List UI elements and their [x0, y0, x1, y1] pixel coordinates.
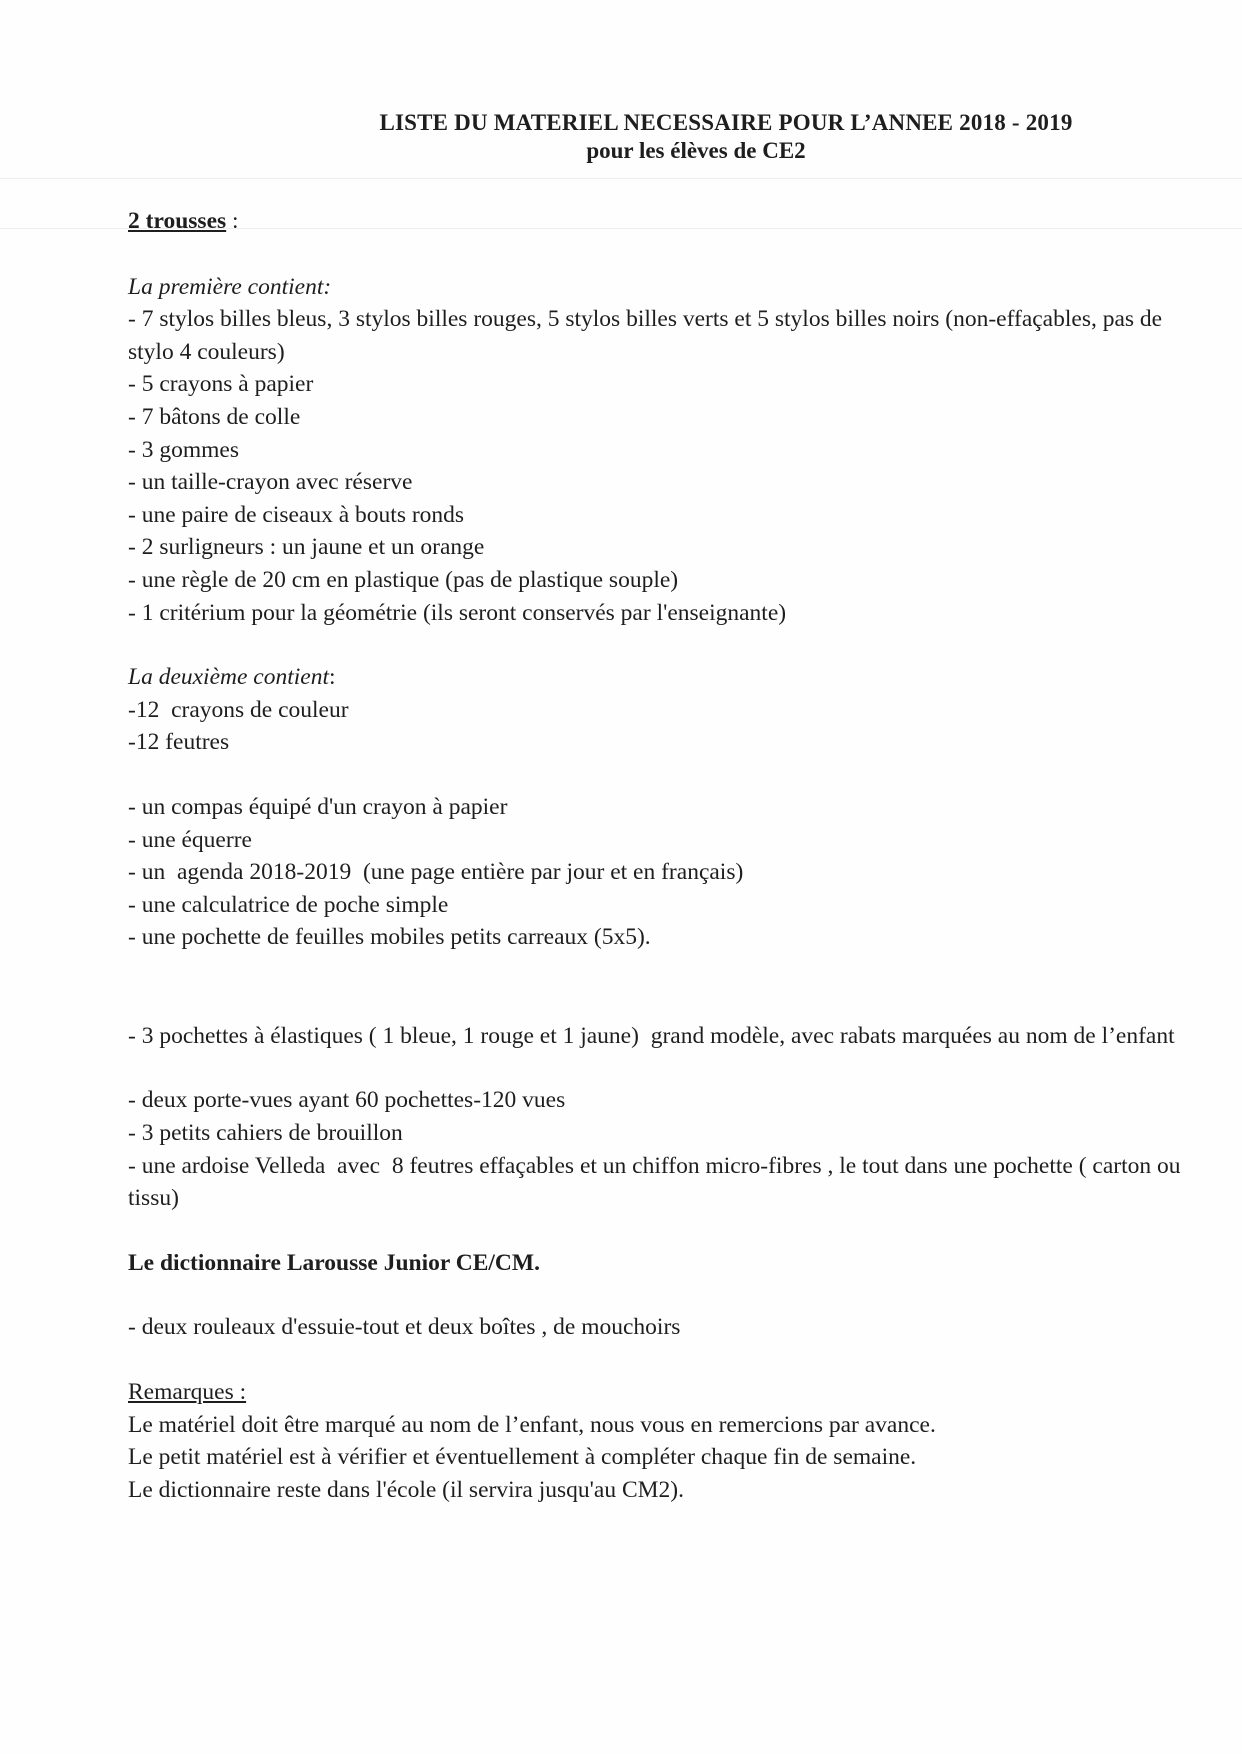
remark-line: Le petit matériel est à vérifier et éventuellement à compléter chaque fin de semaine. [128, 1444, 917, 1471]
list-item: - 7 stylos billes bleus, 3 stylos billes rouges, 5 stylos billes verts et 5 stylos billes noirs (non-effaçables, pas de stylo 4 couleurs) [128, 306, 1168, 365]
list-item: - une règle de 20 cm en plastique (pas de plastique souple) [128, 566, 679, 593]
remark-line: Le dictionnaire reste dans l'école (il servira jusqu'au CM2). [128, 1476, 684, 1503]
list-item: - 2 surligneurs : un jaune et un orange [128, 534, 485, 561]
second-pouch-list [128, 694, 1208, 759]
list-item: - 3 petits cahiers de brouillon [128, 1120, 403, 1147]
scan-artifact-line [0, 178, 1242, 179]
pochettes-item: - 3 pochettes à élastiques ( 1 bleue, 1 rouge et 1 jaune) grand modèle, avec rabats marquées au nom de l’enfant [128, 1022, 1175, 1049]
list-item: - 1 critérium pour la géométrie (ils seront conservés par l'enseignante) [128, 599, 787, 626]
trousses-heading-text: 2 trousses [128, 208, 227, 234]
list-item: - une équerre [128, 826, 252, 853]
second-pouch-label-colon: : [329, 664, 336, 691]
list-item: -12 feutres [128, 729, 230, 756]
list-item: -12 crayons de couleur [128, 696, 349, 723]
remark-line: Le matériel doit être marqué au nom de l’enfant, nous vous en remercions par avance. [128, 1411, 936, 1438]
list-item: - une ardoise Velleda avec 8 feutres effaçables et un chiffon micro-fibres , le tout dans une pochette ( carton ou tissu) [128, 1152, 1187, 1212]
list-item: - une calculatrice de poche simple [128, 891, 449, 918]
list-item: - 7 bâtons de colle [128, 403, 301, 430]
remarks-heading: Remarques : [128, 1379, 247, 1406]
list-item: - 5 crayons à papier [128, 371, 314, 398]
list-item: - deux porte-vues ayant 60 pochettes-120 vues [128, 1087, 566, 1114]
first-pouch-list [128, 303, 1208, 629]
list-item: - un agenda 2018-2019 (une page entière par jour et en français) [128, 859, 744, 886]
title-block [0, 110, 1242, 164]
list-item: - une pochette de feuilles mobiles petits carreaux (5x5). [128, 924, 651, 951]
list-item: - une paire de ciseaux à bouts ronds [128, 501, 465, 528]
list-item: - 3 gommes [128, 436, 239, 463]
dictionary-line: Le dictionnaire Larousse Junior CE/CM. [128, 1249, 540, 1276]
trousses-heading-colon: : [226, 208, 239, 234]
list-item: - un taille-crayon avec réserve [128, 469, 413, 496]
other-items-list-1 [128, 791, 1208, 954]
remarks-list [128, 1409, 1208, 1507]
document-subtitle: pour les élèves de CE2 [586, 138, 806, 163]
list-item: - un compas équipé d'un crayon à papier [128, 793, 508, 820]
document-title: LISTE DU MATERIEL NECESSAIRE POUR L’ANNEE 2018 - 2019 [379, 110, 1073, 135]
other-items-list-2 [128, 1084, 1208, 1214]
trousses-heading [128, 205, 1208, 238]
document-body [128, 205, 1208, 1506]
first-pouch-label: La première contient: [128, 273, 332, 300]
second-pouch-label [128, 661, 1208, 694]
second-pouch-label-text: La deuxième contient [128, 664, 329, 691]
tissues-item: - deux rouleaux d'essuie-tout et deux boîtes , de mouchoirs [128, 1314, 681, 1341]
